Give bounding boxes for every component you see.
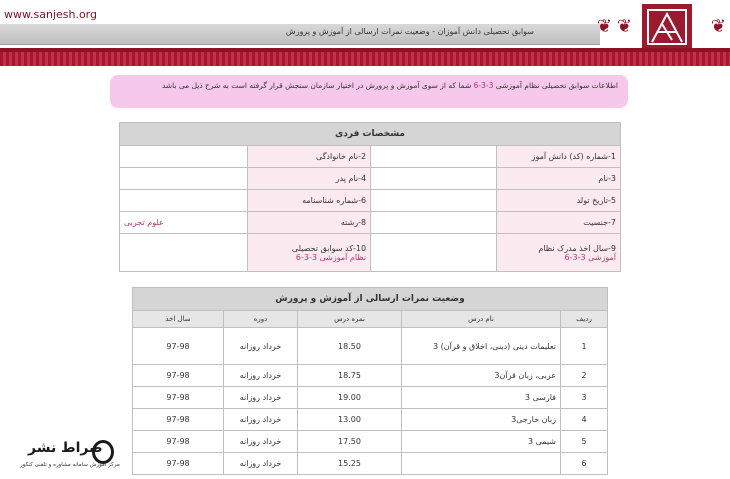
label-id-number: 6-شماره شناسنامه: [247, 190, 371, 212]
value-student-code: [371, 146, 497, 168]
grades-caption: وضعیت نمرات ارسالی از آموزش و پرورش: [133, 288, 608, 311]
course-year: 97-98: [133, 409, 224, 431]
row-number: 2: [561, 365, 608, 387]
header-pattern: [0, 52, 730, 66]
value-id-number: [120, 190, 248, 212]
site-header: [0, 0, 730, 66]
row-number: 3: [561, 387, 608, 409]
value-last-name: [120, 146, 248, 168]
course-grade: 18.50: [298, 328, 402, 365]
course-year: 97-98: [133, 328, 224, 365]
watermark-title: صراط نشر: [28, 440, 103, 456]
header-term: دوره: [224, 311, 298, 328]
label-graduation-year-line2: آموزشی 3-3-6: [564, 252, 616, 262]
value-birth-date: [371, 190, 497, 212]
label-graduation-year-line1: 9-سال اخذ مدرک نظام: [538, 243, 616, 253]
table-row: [133, 365, 608, 387]
value-record-code: [120, 234, 248, 272]
site-url[interactable]: www.sanjesh.org: [4, 8, 97, 21]
course-grade: 19.00: [298, 387, 402, 409]
header-course-name: نام درس: [402, 311, 561, 328]
course-year: 97-98: [133, 387, 224, 409]
label-record-code: [247, 234, 371, 272]
course-term: خرداد روزانه: [224, 328, 298, 365]
value-field: علوم تجربی: [120, 212, 248, 234]
course-grade: 13.00: [298, 409, 402, 431]
personal-info-caption: مشخصات فردی: [120, 123, 621, 146]
label-student-code: 1-شماره (کد) دانش آموز: [497, 146, 621, 168]
value-graduation-year: [371, 234, 497, 272]
row-number: 1: [561, 328, 608, 365]
label-birth-date: 5-تاریخ تولد: [497, 190, 621, 212]
label-father-name: 4-نام پدر: [247, 168, 371, 190]
course-term: خرداد روزانه: [224, 453, 298, 475]
course-term: خرداد روزانه: [224, 387, 298, 409]
info-notice: [110, 75, 628, 108]
course-name: زبان خارجی3: [402, 409, 561, 431]
notice-highlight: 3-3-6: [473, 81, 494, 90]
row-number: 4: [561, 409, 608, 431]
course-grade: 15.25: [298, 453, 402, 475]
course-term: خرداد روزانه: [224, 431, 298, 453]
course-name: تعلیمات دینی (دینی، اخلاق و قرآن) 3: [402, 328, 561, 365]
course-year: 97-98: [133, 365, 224, 387]
grades-table: [132, 287, 608, 475]
table-row: [133, 453, 608, 475]
ornament-icon: ❦: [710, 16, 726, 37]
header-row-number: ردیف: [561, 311, 608, 328]
course-term: خرداد روزانه: [224, 365, 298, 387]
label-field: 8-رشته: [247, 212, 371, 234]
course-year: 97-98: [133, 453, 224, 475]
value-gender: [371, 212, 497, 234]
value-first-name: [371, 168, 497, 190]
row-number: 5: [561, 431, 608, 453]
header-year: سال اخذ: [133, 311, 224, 328]
row-number: 6: [561, 453, 608, 475]
label-last-name: 2-نام خانوادگی: [247, 146, 371, 168]
ornament-icon: ❦: [596, 16, 612, 37]
course-name: شیمی 3: [402, 431, 561, 453]
notice-text-b: شما که از سوی آموزش و پرورش در اختیار سازمان سنجش قرار گرفته است به شرح ذیل می باشد: [161, 81, 474, 90]
label-graduation-year: [497, 234, 621, 272]
table-row: [133, 328, 608, 365]
course-year: 97-98: [133, 431, 224, 453]
course-name: فارسی 3: [402, 387, 561, 409]
notice-text-a: اطلاعات سوابق تحصیلی نظام آموزشی: [493, 81, 618, 90]
course-name: عربی، زبان قرآن3: [402, 365, 561, 387]
course-name: [402, 453, 561, 475]
label-record-code-line1: 10-کد سوابق تحصیلی: [291, 243, 367, 253]
course-grade: 18.75: [298, 365, 402, 387]
table-row: [133, 431, 608, 453]
table-row: [133, 409, 608, 431]
ornament-icon: ❦: [616, 16, 632, 37]
course-grade: 17.50: [298, 431, 402, 453]
personal-info-table: [119, 122, 621, 272]
header-grade: نمره درس: [298, 311, 402, 328]
watermark-mark-icon: [92, 440, 114, 464]
watermark-subtitle: مرکز آموزش سامانه مشاوره و تلفنی کنکور: [20, 462, 120, 468]
course-term: خرداد روزانه: [224, 409, 298, 431]
table-row: [133, 387, 608, 409]
label-first-name: 3-نام: [497, 168, 621, 190]
label-gender: 7-جنسیت: [497, 212, 621, 234]
sanjesh-logo-icon: [640, 2, 694, 52]
page-title: سوابق تحصیلی دانش آموزان - وضعیت نمرات ارسالی از آموزش و پرورش: [285, 27, 534, 36]
watermark-logo: [8, 440, 120, 474]
value-father-name: [120, 168, 248, 190]
label-record-code-line2: نظام آموزشی 3-3-6: [295, 252, 367, 262]
